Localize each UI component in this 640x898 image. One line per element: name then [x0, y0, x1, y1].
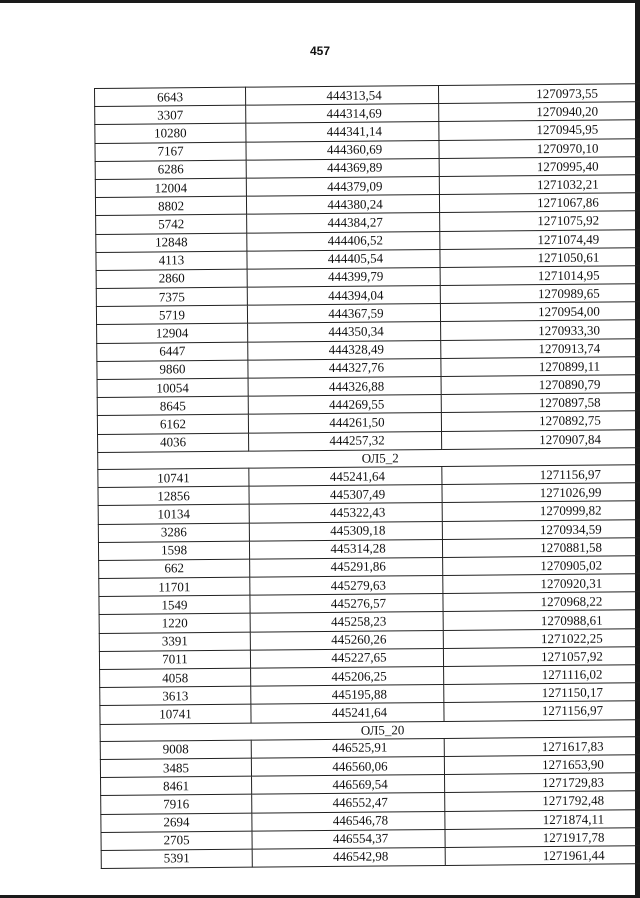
x-coordinate-cell: 444313,54: [245, 85, 438, 105]
y-coordinate-cell: 1270940,20: [439, 102, 640, 122]
point-number-cell: 6286: [95, 160, 246, 180]
point-number-cell: 10054: [97, 378, 248, 398]
point-number-cell: 1598: [98, 541, 249, 561]
y-coordinate-cell: 1270954,00: [440, 302, 640, 322]
y-coordinate-cell: 1270892,75: [441, 411, 640, 431]
point-number-cell: 7011: [99, 650, 250, 670]
y-coordinate-cell: 1271156,97: [444, 701, 640, 721]
x-coordinate-cell: 444369,89: [246, 158, 439, 178]
y-coordinate-cell: 1270899,11: [441, 356, 640, 376]
point-number-cell: 7375: [96, 287, 247, 307]
point-number-cell: 9008: [100, 740, 251, 760]
x-coordinate-cell: 444384,27: [247, 213, 440, 233]
point-number-cell: 12004: [95, 178, 246, 198]
point-number-cell: 8461: [101, 776, 252, 796]
point-number-cell: 3286: [98, 523, 249, 543]
x-coordinate-cell: 445291,86: [250, 557, 443, 577]
point-number-cell: 4058: [100, 668, 251, 688]
point-number-cell: 6643: [95, 87, 246, 107]
x-coordinate-cell: 445279,63: [250, 576, 443, 596]
point-number-cell: 3613: [100, 686, 251, 706]
point-number-cell: 11701: [99, 577, 250, 597]
x-coordinate-cell: 445260,26: [250, 630, 443, 650]
y-coordinate-cell: 1271617,83: [444, 736, 640, 756]
point-number-cell: 1549: [99, 595, 250, 615]
y-coordinate-cell: 1271874,11: [445, 809, 640, 829]
point-number-cell: 5719: [96, 305, 247, 325]
y-coordinate-cell: 1270890,79: [441, 375, 640, 395]
x-coordinate-cell: 444379,09: [246, 176, 439, 196]
y-coordinate-cell: 1271653,90: [444, 754, 640, 774]
x-coordinate-cell: 444380,24: [246, 195, 439, 215]
x-coordinate-cell: 445206,25: [251, 666, 444, 686]
point-number-cell: 6447: [97, 342, 248, 362]
x-coordinate-cell: 445241,64: [251, 703, 444, 723]
y-coordinate-cell: 1271150,17: [444, 683, 640, 703]
x-coordinate-cell: 446560,06: [251, 756, 444, 776]
scan-edge-top: [0, 0, 640, 3]
point-number-cell: 12856: [98, 486, 249, 506]
y-coordinate-cell: 1270988,61: [443, 610, 640, 630]
point-number-cell: 3485: [100, 758, 251, 778]
x-coordinate-cell: 444326,88: [248, 376, 441, 396]
table-row: [101, 845, 640, 868]
point-number-cell: 6162: [97, 415, 248, 435]
y-coordinate-cell: 1270934,59: [442, 519, 640, 539]
section-title: ОЛ5_20: [100, 719, 640, 741]
point-number-cell: 7916: [101, 794, 252, 814]
x-coordinate-cell: 446525,91: [251, 738, 444, 758]
point-number-cell: 12904: [97, 324, 248, 344]
y-coordinate-cell: 1270995,40: [439, 156, 640, 176]
x-coordinate-cell: 444328,49: [248, 340, 441, 360]
x-coordinate-cell: 446554,37: [252, 829, 445, 849]
point-number-cell: 2705: [101, 831, 252, 851]
y-coordinate-cell: 1271729,83: [445, 773, 640, 793]
x-coordinate-cell: 445276,57: [250, 594, 443, 614]
y-coordinate-cell: 1271032,21: [439, 174, 640, 194]
point-number-cell: 10280: [95, 124, 246, 144]
y-coordinate-cell: 1270973,55: [438, 84, 640, 104]
point-number-cell: 10134: [98, 504, 249, 524]
point-number-cell: 10741: [98, 468, 249, 488]
point-number-cell: 3391: [99, 632, 250, 652]
y-coordinate-cell: 1271156,97: [442, 464, 640, 484]
y-coordinate-cell: 1270913,74: [441, 338, 640, 358]
point-number-cell: 1220: [99, 614, 250, 634]
coordinates-table-body: [95, 84, 640, 869]
x-coordinate-cell: 446552,47: [252, 793, 445, 813]
y-coordinate-cell: 1271067,86: [439, 193, 640, 213]
y-coordinate-cell: 1270907,84: [442, 429, 640, 449]
x-coordinate-cell: 444257,32: [249, 431, 442, 451]
x-coordinate-cell: 444405,54: [247, 249, 440, 269]
y-coordinate-cell: 1270970,10: [439, 138, 640, 158]
x-coordinate-cell: 444269,55: [248, 395, 441, 415]
y-coordinate-cell: 1271917,78: [445, 827, 640, 847]
point-number-cell: 4036: [98, 433, 249, 453]
point-number-cell: 2860: [96, 269, 247, 289]
x-coordinate-cell: 446569,54: [252, 775, 445, 795]
y-coordinate-cell: 1271014,95: [440, 265, 640, 285]
coordinates-table: [94, 83, 640, 869]
x-coordinate-cell: 446546,78: [252, 811, 445, 831]
point-number-cell: 3307: [95, 105, 246, 125]
x-coordinate-cell: 445314,28: [249, 539, 442, 559]
y-coordinate-cell: 1270933,30: [441, 320, 640, 340]
x-coordinate-cell: 444394,04: [247, 286, 440, 306]
y-coordinate-cell: 1270920,31: [443, 574, 640, 594]
y-coordinate-cell: 1271022,25: [443, 628, 640, 648]
section-title: ОЛ5_2: [98, 447, 640, 469]
y-coordinate-cell: 1270968,22: [443, 592, 640, 612]
y-coordinate-cell: 1271792,48: [445, 791, 640, 811]
x-coordinate-cell: 445258,23: [250, 612, 443, 632]
x-coordinate-cell: 445195,88: [251, 685, 444, 705]
y-coordinate-cell: 1270945,95: [439, 120, 640, 140]
y-coordinate-cell: 1270989,65: [440, 284, 640, 304]
x-coordinate-cell: 445307,49: [249, 485, 442, 505]
y-coordinate-cell: 1271075,92: [440, 211, 640, 231]
x-coordinate-cell: 444399,79: [247, 267, 440, 287]
point-number-cell: 10741: [100, 705, 251, 725]
y-coordinate-cell: 1271961,44: [445, 845, 640, 865]
point-number-cell: 9860: [97, 360, 248, 380]
y-coordinate-cell: 1271026,99: [442, 483, 640, 503]
x-coordinate-cell: 445241,64: [249, 466, 442, 486]
x-coordinate-cell: 444341,14: [246, 122, 439, 142]
x-coordinate-cell: 445322,43: [249, 503, 442, 523]
x-coordinate-cell: 444327,76: [248, 358, 441, 378]
x-coordinate-cell: 445227,65: [250, 648, 443, 668]
point-number-cell: 12848: [96, 233, 247, 253]
x-coordinate-cell: 445309,18: [249, 521, 442, 541]
y-coordinate-cell: 1271050,61: [440, 247, 640, 267]
y-coordinate-cell: 1270999,82: [442, 501, 640, 521]
point-number-cell: 662: [99, 559, 250, 579]
x-coordinate-cell: 444367,59: [247, 304, 440, 324]
x-coordinate-cell: 444261,50: [248, 413, 441, 433]
point-number-cell: 8645: [97, 396, 248, 416]
x-coordinate-cell: 446542,98: [252, 847, 445, 867]
x-coordinate-cell: 444314,69: [246, 104, 439, 124]
x-coordinate-cell: 444406,52: [247, 231, 440, 251]
y-coordinate-cell: 1270905,02: [443, 555, 640, 575]
point-number-cell: 5742: [96, 214, 247, 234]
y-coordinate-cell: 1271074,49: [440, 229, 640, 249]
point-number-cell: 4113: [96, 251, 247, 271]
x-coordinate-cell: 444350,34: [248, 322, 441, 342]
y-coordinate-cell: 1270881,58: [442, 537, 640, 557]
x-coordinate-cell: 444360,69: [246, 140, 439, 160]
y-coordinate-cell: 1271057,92: [443, 646, 640, 666]
point-number-cell: 7167: [95, 142, 246, 162]
y-coordinate-cell: 1270897,58: [441, 393, 640, 413]
page-number: 457: [309, 44, 331, 58]
point-number-cell: 8802: [95, 196, 246, 216]
point-number-cell: 2694: [101, 813, 252, 833]
point-number-cell: 5391: [101, 849, 252, 869]
y-coordinate-cell: 1271116,02: [444, 665, 640, 685]
